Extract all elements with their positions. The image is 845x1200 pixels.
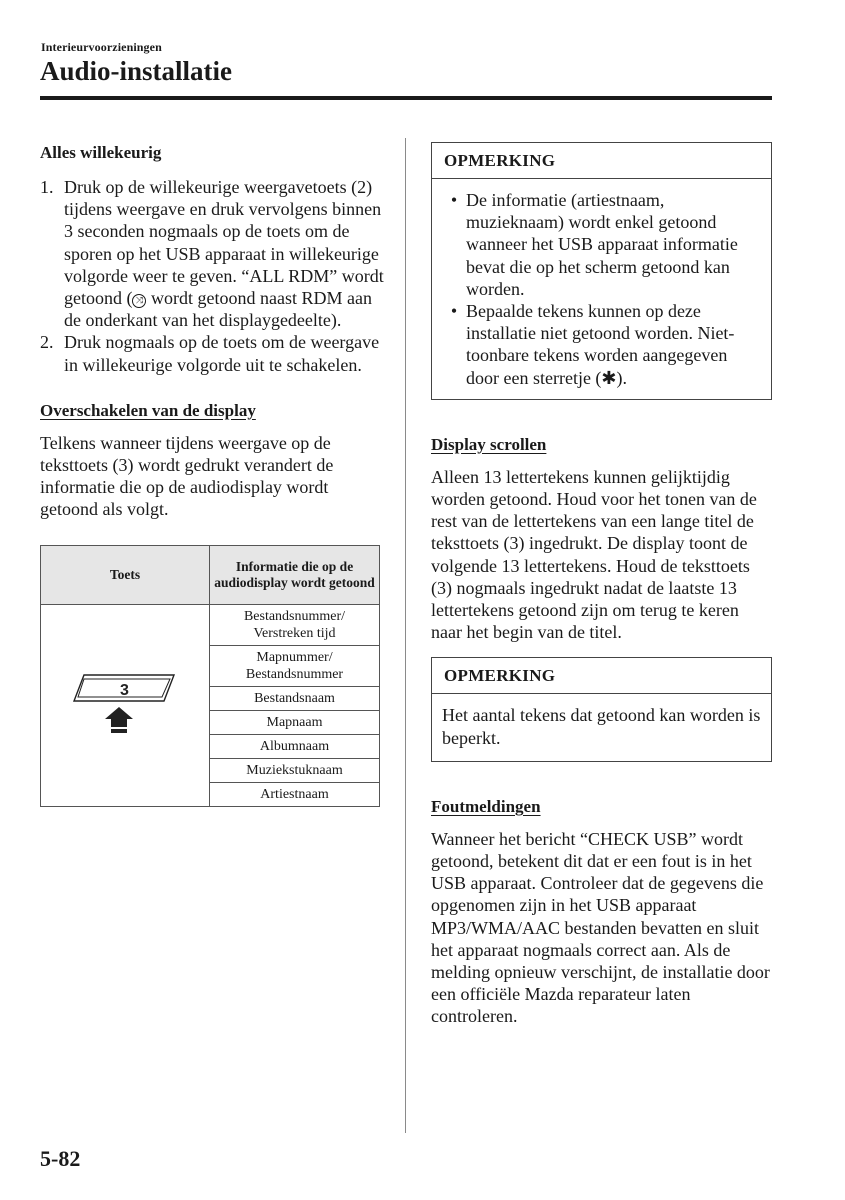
table-header-key: Toets — [41, 545, 210, 604]
right-column — [431, 142, 772, 1028]
display-text: Telkens wanneer tijdens weergave op de teksttoets (3) wordt gedrukt verandert de informatie die op de audiodisplay wordt getoond als volgt. — [40, 432, 334, 520]
step-item — [40, 176, 385, 331]
step-number: 2. — [40, 332, 54, 353]
page-title: Audio-installatie — [40, 56, 233, 86]
note-bullet-text: De informatie (artiestnaam, muzieknaam) wordt enkel getoond wanneer het USB apparaat informatie bevat die op het scherm getoond kan worden. — [466, 190, 738, 299]
random-heading: Alles willekeurig — [40, 143, 162, 162]
step-text: Druk nogmaals op de toets om de weergave in willekeurige volgorde uit te schakelen. — [64, 332, 380, 375]
left-column — [40, 142, 385, 807]
random-play-icon: ⤨ — [132, 294, 146, 308]
random-steps — [40, 176, 385, 376]
note-bullet-item — [442, 300, 761, 389]
table-cell: Muziekstuknaam — [210, 758, 380, 782]
table-cell: Mapnummer/ Bestandsnummer — [210, 645, 380, 686]
display-heading: Overschakelen van de display — [40, 400, 256, 420]
table-cell: Bestandsnummer/ Verstreken tijd — [210, 604, 380, 645]
step-text-part: wordt getoond naast RDM aan de onderkant van het displaygedeelte). — [64, 288, 372, 331]
error-text: Wanneer het bericht “CHECK USB” wordt getoond, betekent dit dat er een fout is in het USB apparaat. Controleer dat de gegevens die opgenomen zijn in het USB apparaat MP3/WMA/AAC bestanden bevatten en sluit het apparaat nogmaals correct aan. Als de melding opnieuw verschijnt, de installatie door een officiële Mazda reparateur laten controleren. — [431, 828, 770, 1027]
column-divider — [405, 138, 406, 1133]
note-box-limit — [431, 657, 772, 761]
note-text: Het aantal tekens dat getoond kan worden is beperkt. — [442, 705, 761, 748]
key-cell — [41, 604, 210, 806]
step-number: 1. — [40, 177, 54, 197]
table-cell: Albumnaam — [210, 734, 380, 758]
scroll-text: Alleen 13 lettertekens kunnen gelijktijdig worden getoond. Houd voor het tonen van de rest van de lettertekens van een lange titel de teksttoets (3) ingedrukt. De display toont de volgende 13 lettertekens. Houd de teksttoets (3) nogmaals ingedrukt nadat de laatste 13 lettertekens getoond zijn om terug te keren naar het begin van de titel. — [431, 466, 757, 643]
note-bullet-item — [442, 189, 761, 300]
scroll-heading: Display scrollen — [431, 434, 547, 454]
section-label: Interieurvoorzieningen — [41, 40, 162, 54]
display-info-table — [40, 545, 380, 807]
note-title: OPMERKING — [432, 658, 771, 694]
table-cell: Mapnaam — [210, 710, 380, 734]
step-text-part: Druk op de willekeurige weergavetoets (2) tijdens weergave en druk vervolgens binnen 3 seconden nogmaals op de toets om de sporen op het USB apparaat in willekeurige volgorde weer te geven. “ALL RDM” wordt getoond ( — [64, 177, 384, 309]
note-title: OPMERKING — [432, 143, 771, 179]
text-key-button-icon — [70, 673, 180, 737]
bullet-icon: • — [450, 190, 458, 210]
table-cell: Bestandsnaam — [210, 686, 380, 710]
table-cell: Artiestnaam — [210, 782, 380, 806]
step-item — [40, 331, 385, 375]
error-heading: Foutmeldingen — [431, 796, 541, 816]
table-header-info: Informatie die op de audiodisplay wordt getoond — [210, 545, 380, 604]
page-number: 5-82 — [40, 1146, 81, 1171]
note-box-characters — [431, 142, 772, 400]
key-label: 3 — [120, 682, 129, 700]
note-bullet-text: Bepaalde tekens kunnen op deze installatie niet getoond worden. Niet-toonbare tekens worden aangegeven door een sterretje (✱). — [466, 301, 735, 388]
table-row — [41, 604, 380, 645]
step-text — [64, 176, 385, 331]
note-body — [432, 179, 771, 399]
title-rule — [40, 96, 772, 100]
bullet-icon: • — [450, 301, 458, 322]
